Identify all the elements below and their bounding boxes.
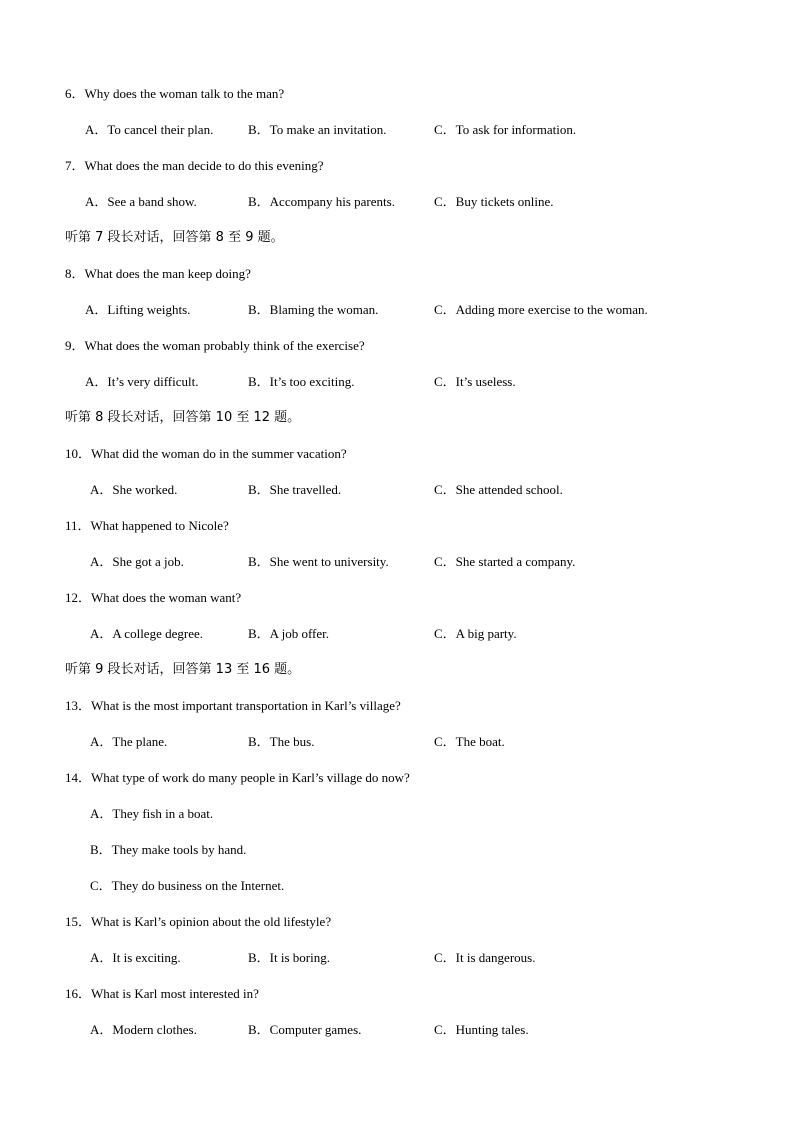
question-13-options [0,732,794,752]
option-a: A．To cancel their plan. [85,122,214,137]
option-c: C．They do business on the Internet. [90,878,285,893]
option-a: A．The plane. [90,734,168,749]
option-b: B．To make an invitation. [248,122,387,137]
option-b: B．A job offer. [248,626,330,641]
option-c: C．Adding more exercise to the woman. [434,302,648,317]
question-text: 9．What does the woman probably think of the exercise? [65,338,365,353]
option-c: C．The boat. [434,734,505,749]
question-text: 13．What is the most important transportation in Karl’s village? [65,698,401,713]
section-text: 听第 7 段长对话，回答第 8 至 9 题。 [65,230,284,245]
question-15 [0,912,794,932]
section-text: 听第 9 段长对话，回答第 13 至 16 题。 [65,662,301,677]
option-c: C．A big party. [434,626,517,641]
option-b: B．Computer games. [248,1022,362,1037]
option-c: C．She started a company. [434,554,576,569]
question-14-option-c [0,876,794,896]
option-b: B．They make tools by hand. [90,842,247,857]
question-8 [0,264,794,284]
option-b: B．She went to university. [248,554,389,569]
option-a: A．Lifting weights. [85,302,191,317]
question-text: 12．What does the woman want? [65,590,242,605]
option-a: A．It’s very difficult. [85,374,199,389]
question-15-options [0,948,794,968]
option-b: B．Blaming the woman. [248,302,379,317]
option-c: C．To ask for information. [434,122,577,137]
question-text: 15．What is Karl’s opinion about the old lifestyle? [65,914,332,929]
option-c: C．Buy tickets online. [434,194,554,209]
question-14-option-b [0,840,794,860]
question-text: 16．What is Karl most interested in? [65,986,259,1001]
question-7 [0,156,794,176]
option-b: B．The bus. [248,734,315,749]
question-11 [0,516,794,536]
option-c: C．It’s useless. [434,374,516,389]
option-b: B．She travelled. [248,482,342,497]
question-16 [0,984,794,1004]
option-c: C．It is dangerous. [434,950,536,965]
question-14-option-a [0,804,794,824]
question-12 [0,588,794,608]
question-9 [0,336,794,356]
question-16-options [0,1020,794,1040]
question-text: 7．What does the man decide to do this evening? [65,158,324,173]
question-6 [0,84,794,104]
question-text: 11．What happened to Nicole? [65,518,229,533]
question-text: 10．What did the woman do in the summer vacation? [65,446,347,461]
question-10-options [0,480,794,500]
question-9-options [0,372,794,392]
question-12-options [0,624,794,644]
question-11-options [0,552,794,572]
option-c: C．She attended school. [434,482,563,497]
section-heading-7 [0,228,794,248]
question-14 [0,768,794,788]
option-a: A．Modern clothes. [90,1022,197,1037]
option-b: B．It’s too exciting. [248,374,355,389]
option-a: A．A college degree. [90,626,203,641]
option-a: A．She got a job. [90,554,184,569]
section-text: 听第 8 段长对话，回答第 10 至 12 题。 [65,410,301,425]
question-6-options [0,120,794,140]
question-text: 14．What type of work do many people in Karl’s village do now? [65,770,410,785]
question-10 [0,444,794,464]
question-13 [0,696,794,716]
option-a: A．See a band show. [85,194,197,209]
section-heading-9 [0,660,794,680]
question-text: 8．What does the man keep doing? [65,266,251,281]
option-b: B．Accompany his parents. [248,194,395,209]
question-7-options [0,192,794,212]
question-text: 6．Why does the woman talk to the man? [65,86,285,101]
option-c: C．Hunting tales. [434,1022,529,1037]
option-b: B．It is boring. [248,950,330,965]
option-a: A．She worked. [90,482,178,497]
section-heading-8 [0,408,794,428]
question-8-options [0,300,794,320]
option-a: A．They fish in a boat. [90,806,214,821]
option-a: A．It is exciting. [90,950,181,965]
